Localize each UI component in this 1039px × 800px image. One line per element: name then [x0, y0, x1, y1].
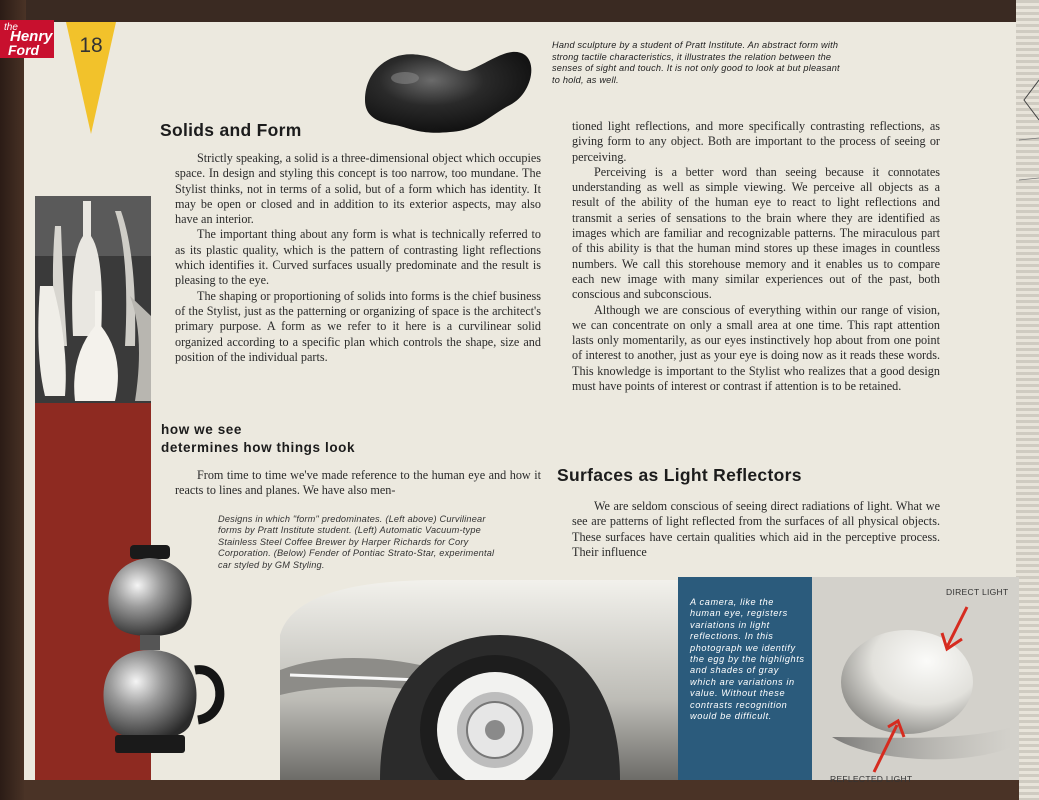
vases-photo — [35, 196, 151, 403]
direct-light-label: DIRECT LIGHT — [946, 587, 1009, 597]
egg-photo — [812, 577, 1019, 780]
left-column-text-2 — [175, 468, 541, 499]
right-column-text — [572, 119, 940, 394]
logo-text-ford: Ford — [8, 42, 40, 58]
logo-text-henry: Henry — [10, 28, 53, 45]
reflected-light-label: REFLECTED LIGHT — [830, 774, 913, 784]
paragraph: The shaping or proportioning of solids into forms is the chief business of the Stylist, just as the patterning or organizing of space is the architect's primary purpose. A form as we refer to it here is a curvilinear solid organized according to a specific plan which controls the shape, size and position of the individual parts. — [175, 288, 541, 364]
page-number: 18 — [79, 34, 103, 57]
heading-how-line1: how we see — [161, 422, 243, 437]
coffee-brewer-photo — [90, 540, 240, 780]
paragraph: From time to time we've made reference to the human eye and how it reacts to lines and planes. We have also men- — [175, 468, 541, 498]
adjacent-page-drawing — [1019, 60, 1039, 210]
paragraph: Although we are conscious of everything within our range of vision, we can concentrate on only a small area at one time. This rapt attention lasts only momentarily, as our eyes instinctively hop about from one point of interest to another, just as your eye is doing now as it reads these words. This knowledge is important to the Stylist who realizes that a good design must have points of interest or contrast if attention is to be retained. — [572, 302, 940, 394]
heading-surfaces: Surfaces as Light Reflectors — [557, 465, 802, 485]
book-spine — [0, 0, 26, 800]
paragraph: tioned light reflections, and more specifically contrasting reflections, as giving form to any object. Both are important to the process of seeing or perceiving. — [572, 119, 940, 164]
left-column-text — [175, 151, 541, 365]
right-column-text-2 — [572, 499, 940, 560]
heading-solids-and-form: Solids and Form — [160, 120, 302, 140]
car-fender-photo — [280, 575, 680, 780]
paragraph: We are seldom conscious of seeing direct radiations of light. What we see are patterns of light reflected from the surfaces of all physical objects. These surfaces have certain qualities which aid in the perceptive process. Their influence — [572, 499, 940, 559]
camera-caption: A camera, like the human eye, registers variations in light reflections. In this photograph we identify the egg by the highlights and shades of gray which are variations in value. Without these contrasts recognition would be difficult. — [690, 597, 805, 722]
logo-text-the: the — [4, 22, 18, 33]
heading-how-line2: determines how things look — [161, 440, 356, 455]
sculpture-caption: Hand sculpture by a student of Pratt Institute. An abstract form with strong tactile characteristics, it illustrates the relation between the senses of sight and touch. It is not only good to look at but pleasant to hold, as well. — [552, 40, 840, 85]
designs-caption: Designs in which "form" predominates. (Left above) Curvilinear forms by Pratt Institute student. (Left) Automatic Vacuum-type Stainless Steel Coffee Brewer by Harper Richards for Cory Corporation. (Below) Fender of Pontiac Strato-Star, experimental car styled by GM Styling. — [218, 514, 495, 570]
henry-ford-logo — [0, 20, 54, 58]
paragraph: The important thing about any form is what is technically referred to as its plastic quality, which is the pattern of contrasting light reflections which identifies it. Curved surfaces usually predominate and the result is pleasing to the eye. — [175, 227, 541, 288]
paragraph: Perceiving is a better word than seeing because it connotates understanding as well as simple viewing. We perceive all objects as a result of the ability of the human eye to react to light reflections and transmit a series of sensations to the brain where they are identified as images which are familiar and recognizable patterns. The miraculous part of this ability is that the human mind stores up these images in countless numbers. We call this storehouse memory and it enables us to compare each new image with many similar experiences out of the past, both conscious and subconscious. — [572, 164, 940, 302]
paragraph: Strictly speaking, a solid is a three-dimensional object which occupies space. In design and styling this concept is too narrow, too mundane. The Stylist thinks, not in terms of a solid, but of a form which has identity. It may be open or closed and in addition to its exterior aspects, may also have an interior. — [175, 151, 541, 227]
hand-sculpture-photo — [360, 40, 540, 140]
heading-how-we-see — [161, 421, 355, 457]
